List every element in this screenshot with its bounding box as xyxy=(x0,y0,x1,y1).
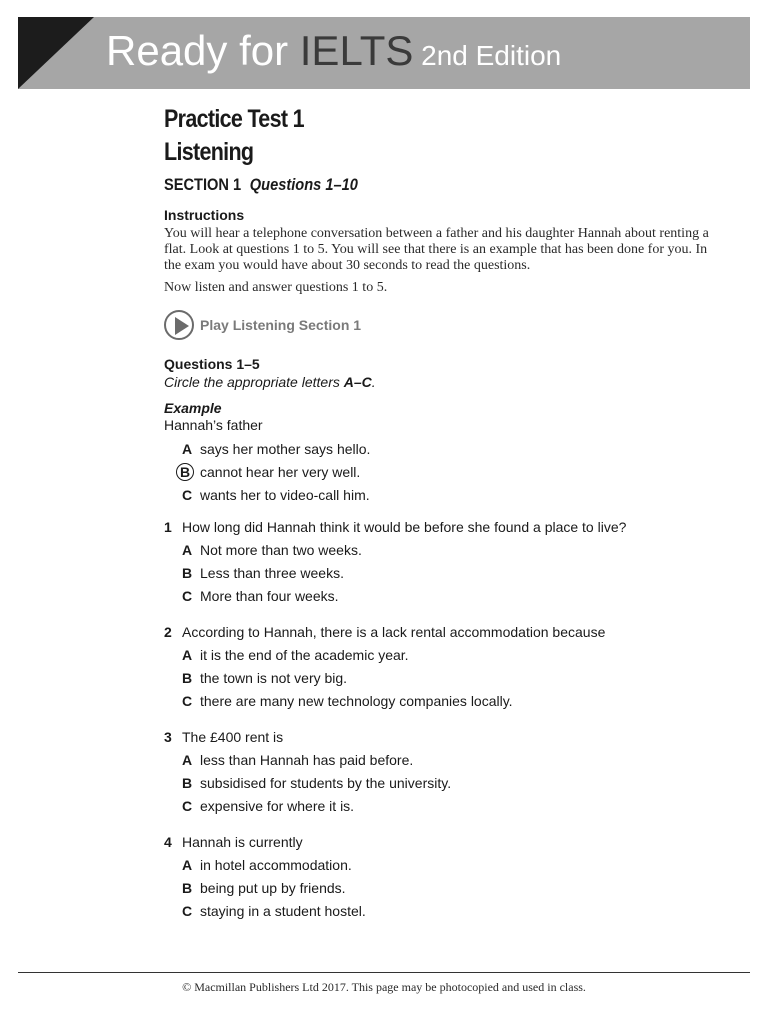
footer-divider xyxy=(18,972,750,973)
instructions-label: Instructions xyxy=(164,207,245,223)
question-option[interactable] xyxy=(164,876,724,899)
example-option xyxy=(164,460,724,483)
option-letter[interactable]: C xyxy=(182,587,193,604)
option-letter[interactable]: B xyxy=(182,774,193,791)
example-stem: Hannah’s father xyxy=(164,417,263,433)
option-letter[interactable]: A xyxy=(182,541,193,558)
book-title-part2: IELTS xyxy=(299,27,414,74)
question-option[interactable] xyxy=(164,853,724,876)
questions-block-instruction-bold: A–C xyxy=(343,374,372,390)
play-listening-label[interactable]: Play Listening Section 1 xyxy=(200,317,362,333)
copyright-footer: © Macmillan Publishers Ltd 2017. This page may be photocopied and used in class. xyxy=(182,980,586,994)
question-option[interactable] xyxy=(164,689,724,712)
question-option[interactable] xyxy=(164,899,724,922)
question-option[interactable] xyxy=(164,794,724,817)
option-letter[interactable]: B xyxy=(182,669,193,686)
page-subtitle: Listening xyxy=(164,138,254,166)
banner-corner-triangle xyxy=(18,17,94,89)
option-letter[interactable]: B xyxy=(182,879,193,896)
option-letter: C xyxy=(182,486,193,503)
option-text: less than Hannah has paid before. xyxy=(200,751,414,768)
question-option[interactable] xyxy=(164,748,724,771)
book-title xyxy=(106,27,561,75)
question-number: 1 xyxy=(164,519,172,535)
question-number: 4 xyxy=(164,834,172,850)
play-icon[interactable] xyxy=(164,310,194,340)
option-text: Not more than two weeks. xyxy=(200,541,362,558)
option-text: wants her to video-call him. xyxy=(200,486,370,503)
option-text: the town is not very big. xyxy=(200,669,348,686)
question-stem: How long did Hannah think it would be before she found a place to live? xyxy=(182,519,627,535)
question-option[interactable] xyxy=(164,666,724,689)
book-title-part3: 2nd Edition xyxy=(413,40,562,71)
example-option xyxy=(164,483,724,506)
option-letter[interactable]: A xyxy=(182,751,193,768)
question-4 xyxy=(164,831,724,922)
option-text: in hotel accommodation. xyxy=(200,856,352,873)
question-3 xyxy=(164,726,724,817)
question-stem: According to Hannah, there is a lack rental accommodation because xyxy=(182,624,606,640)
section-questions: Questions 1–10 xyxy=(249,175,358,194)
option-letter[interactable]: C xyxy=(182,902,193,919)
option-text: staying in a student hostel. xyxy=(200,902,366,919)
questions-block-instruction-prefix: Circle the appropriate letters xyxy=(164,374,344,390)
question-stem: The £400 rent is xyxy=(182,729,284,745)
question-number: 2 xyxy=(164,624,172,640)
option-letter[interactable]: A xyxy=(182,646,193,663)
option-text: cannot hear her very well. xyxy=(200,463,361,480)
option-letter[interactable]: B xyxy=(182,564,193,581)
section-label: SECTION 1 xyxy=(164,175,242,194)
option-text: Less than three weeks. xyxy=(200,564,344,581)
option-letter: A xyxy=(182,440,193,457)
page-title: Practice Test 1 xyxy=(164,105,304,133)
question-2 xyxy=(164,621,724,712)
page-content xyxy=(164,103,724,922)
header-banner xyxy=(18,17,750,89)
question-option[interactable] xyxy=(164,584,724,607)
option-text: More than four weeks. xyxy=(200,587,339,604)
option-text: being put up by friends. xyxy=(200,879,346,896)
option-text: it is the end of the academic year. xyxy=(200,646,409,663)
option-letter[interactable]: C xyxy=(182,797,193,814)
instructions-text-2: Now listen and answer questions 1 to 5. xyxy=(164,280,388,295)
option-text: subsidised for students by the university. xyxy=(200,774,452,791)
option-letter[interactable]: C xyxy=(182,692,193,709)
example-option xyxy=(164,437,724,460)
questions-block-instruction xyxy=(164,374,724,390)
section-heading xyxy=(164,175,646,195)
question-number: 3 xyxy=(164,729,172,745)
question-1 xyxy=(164,516,724,607)
option-text: expensive for where it is. xyxy=(200,797,355,814)
questions-block-heading: Questions 1–5 xyxy=(164,356,260,372)
question-option[interactable] xyxy=(164,771,724,794)
instructions-text: You will hear a telephone conversation between a father and his daughter Hannah about renting a flat. Look at questions 1 to 5. You will see that there is an example that has been done for you. In the exam you would have about 30 seconds to read the questions. xyxy=(164,226,709,273)
example-label: Example xyxy=(164,400,222,416)
question-option[interactable] xyxy=(164,561,724,584)
example-options xyxy=(164,437,724,506)
question-stem: Hannah is currently xyxy=(182,834,303,850)
question-option[interactable] xyxy=(164,643,724,666)
option-letter[interactable]: A xyxy=(182,856,193,873)
play-listening-button[interactable] xyxy=(164,308,724,342)
circled-answer-letter: B xyxy=(176,463,194,481)
questions-block-instruction-suffix: . xyxy=(371,374,376,390)
book-title-part1: Ready for xyxy=(106,27,300,74)
option-text: says her mother says hello. xyxy=(200,440,371,457)
option-text: there are many new technology companies locally. xyxy=(200,692,513,709)
question-option[interactable] xyxy=(164,538,724,561)
